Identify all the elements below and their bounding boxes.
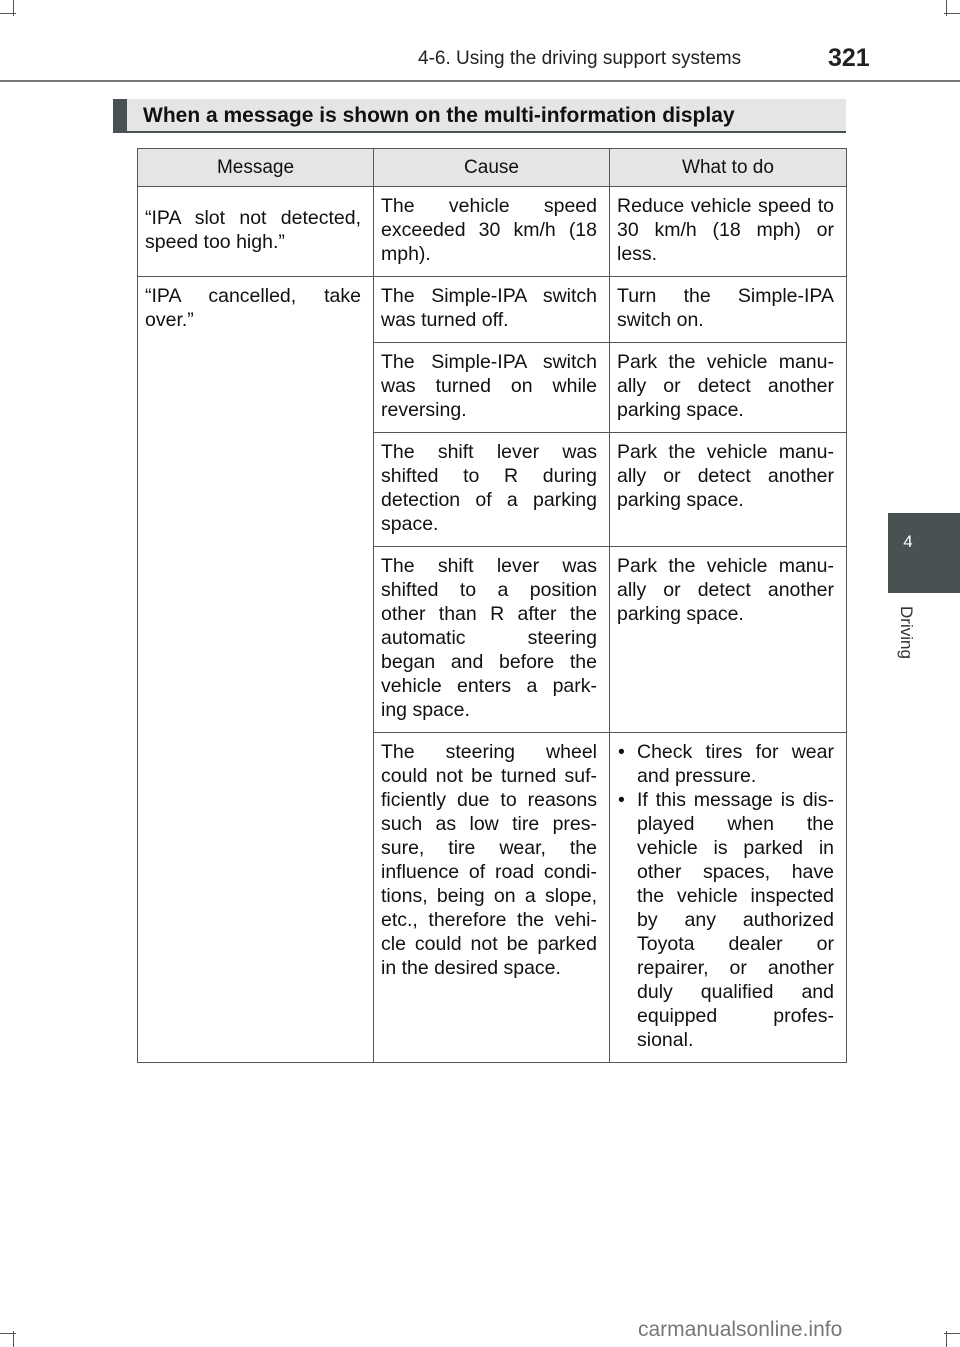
message-cell: “IPA cancelled, take over.” [138, 277, 374, 1063]
cause-cell: The shift lever was shifted to a position other than R after the automatic steering began and before the vehicle enters a park- ing space. [374, 547, 610, 733]
table-row [138, 187, 847, 277]
cause-cell: The steering wheel could not be turned suf- ficiently due to reasons such as low tire pres- sure, tire wear, the influence of road condi- tions, being on a slope, etc., therefore the vehi- cle could not be parked in the desired space. [374, 733, 610, 1063]
cause-cell: The Simple-IPA switch was turned on while reversing. [374, 343, 610, 433]
column-header-what-to-do: What to do [610, 149, 847, 187]
chapter-tab [888, 513, 960, 593]
page-number: 321 [828, 44, 870, 72]
header-rule [0, 80, 960, 82]
message-cell: “IPA slot not detected, speed too high.” [138, 187, 374, 277]
section-heading-bar [113, 99, 846, 133]
action-cell: Park the vehicle manu- ally or detect another parking space. [610, 343, 847, 433]
column-header-message: Message [138, 149, 374, 187]
cause-cell: The Simple-IPA switch was turned off. [374, 277, 610, 343]
action-cell: Turn the Simple-IPA switch on. [610, 277, 847, 343]
chapter-number: 4 [903, 532, 913, 551]
action-cell: Reduce vehicle speed to 30 km/h (18 mph) or less. [610, 187, 847, 277]
footer-watermark: carmanualsonline.info [638, 1318, 843, 1341]
section-title: When a message is shown on the multi-information display [143, 104, 735, 127]
action-bullet: • Check tires for wear and pressure. [617, 740, 834, 788]
column-header-cause: Cause [374, 149, 610, 187]
header-title: 4-6. Using the driving support systems [418, 48, 742, 69]
table-row [138, 277, 847, 343]
action-cell [610, 733, 847, 1063]
crop-mark [944, 13, 960, 14]
action-cell: Park the vehicle manu- ally or detect another parking space. [610, 547, 847, 733]
action-bullet: • If this message is dis- played when the vehicle is parked in other spaces, have the vehicle inspected by any authorized Toyota dealer or repairer, or another duly qualified and equipped profes- sional. [617, 788, 834, 1052]
chapter-label: Driving [897, 606, 916, 659]
crop-mark [0, 1333, 16, 1334]
action-bullet-list [617, 740, 834, 1052]
action-cell: Park the vehicle manu- ally or detect another parking space. [610, 433, 847, 547]
table-header-row [138, 149, 847, 187]
message-table [137, 148, 847, 1063]
crop-mark [0, 13, 16, 14]
cause-cell: The shift lever was shifted to R during detection of a parking space. [374, 433, 610, 547]
cause-cell: The vehicle speed exceeded 30 km/h (18 mph). [374, 187, 610, 277]
crop-mark [944, 1333, 960, 1334]
